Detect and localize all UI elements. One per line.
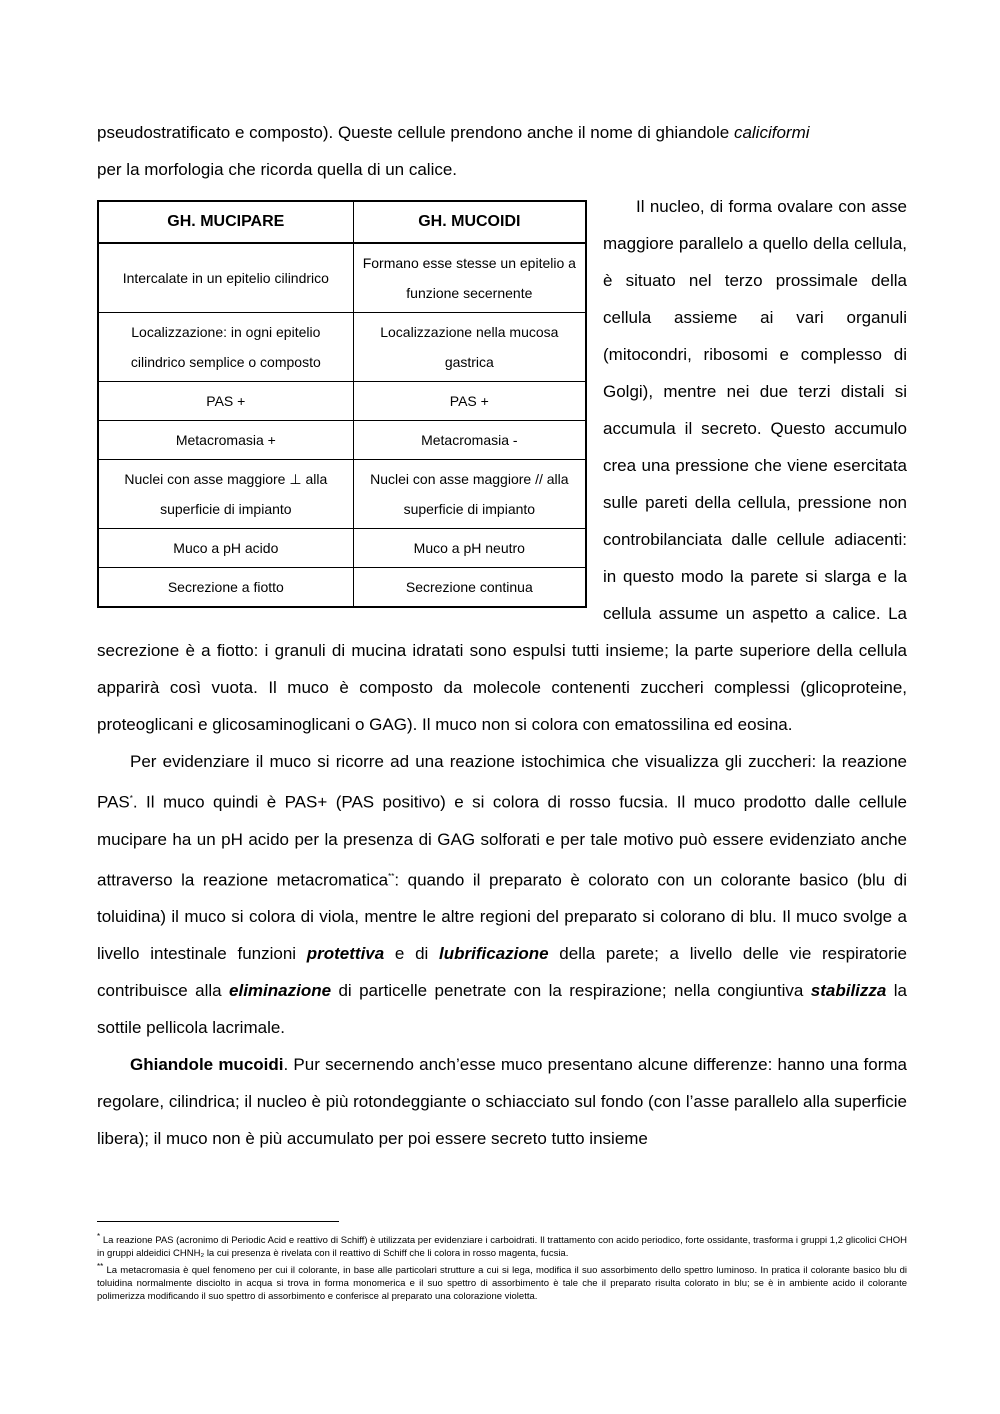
table-cell: Secrezione continua (353, 568, 586, 608)
table-cell: Metacromasia - (353, 421, 586, 460)
table-header: GH. MUCOIDI (353, 201, 586, 243)
table-header-row (98, 201, 586, 243)
table-row (98, 460, 586, 529)
emphasis-eliminazione: eliminazione (229, 981, 332, 1001)
document-page (97, 114, 907, 1157)
comparison-table (97, 200, 587, 608)
table-row (98, 382, 586, 421)
table-row (98, 421, 586, 460)
intro-text-2: per la morfologia che ricorda quella di un calice. (97, 160, 458, 179)
pas-text: Per evidenziare il muco si ricorre ad una reazione istochimica che visualizza gli zuccheri: la reazione PAS (97, 752, 907, 812)
nucleus-paragraph: Il nucleo, di forma ovalare con asse maggiore parallelo a quello della cellula, è situato nel terzo prossimale della cellula assieme ai vari organuli (mitocondri, ribosomi e complesso di Golgi), mentre nei due terzi distali si accumula il secreto. Questo accumulo crea una pressione che viene esercitata sulle pareti della cellula, pressione non controbilanciata dalle cellule adiacenti: in questo modo la parete si slarga e la cellula assume un aspetto a calice. La secrezione è a fiotto: i granuli di mucina idratati sono espulsi tutti insieme; la parte superiore della cellula apparirà così vuota. Il muco è composto da molecole contenenti zuccheri complessi (glicoproteine, proteoglicani e glicosaminoglicani o GAG). Il muco non si colora con ematossilina ed eosina. (97, 197, 907, 734)
footnote-marker: * (97, 1232, 101, 1241)
table-cell: Formano esse stesse un epitelio a funzione secernente (353, 243, 586, 313)
pas-text: di particelle penetrate con la respirazione; nella congiuntiva (331, 981, 811, 1001)
table-cell: Localizzazione: in ogni epitelio cilindrico semplice o composto (98, 313, 353, 382)
pas-text: e di (384, 944, 440, 964)
table-cell: PAS + (98, 382, 353, 421)
footnote-text: La metacromasia è quel fenomeno per cui il colorante, in base alle particolari strutture a cui si lega, modifica il suo assorbimento dello spettro luminoso. In pratica il colorante basico blu di toluidina normalmente disciolto in acqua si trova in forma monomerica e il suo spettro di assorbimento è tale che il preparato risulta colorato in blu; se è in ambiente acido il colorante polimerizza modificando il suo spettro di assorbimento e conferisce al preparato una colorazione violetta. (97, 1265, 908, 1303)
mucoid-text: . Pur secernendo anch’esse muco presentano alcune differenze: hanno una forma regolare, cilindrica; il nucleo è più rotondeggiante o schiacciato sul fondo (con l’asse parallelo alla superficie libera); il muco non è più accumulato per poi essere secreto tutto insieme (97, 1055, 907, 1149)
footnote-2 (97, 1260, 907, 1303)
footnotes (97, 1220, 907, 1303)
table-cell: Intercalate in un epitelio cilindrico (98, 243, 353, 313)
table-row (98, 313, 586, 382)
table-cell: Nuclei con asse maggiore ⊥ alla superficie di impianto (98, 460, 353, 529)
pas-text: . Il muco quindi è PAS+ (PAS positivo) e si colora di rosso fucsia. Il muco prodotto dalle cellule mucipare ha un pH acido per la presenza di GAG solforati e per tale motivo può essere evidenziato anche attraverso la reazione metacromatica (97, 792, 907, 890)
table-and-text (97, 188, 907, 743)
table-cell: Metacromasia + (98, 421, 353, 460)
emphasis-protettiva: protettiva (306, 944, 385, 964)
footnote-marker: * (129, 794, 133, 803)
table-cell: Muco a pH neutro (353, 529, 586, 568)
footnote-1 (97, 1230, 907, 1260)
emphasis-stabilizza: stabilizza (810, 981, 887, 1001)
table-cell: Nuclei con asse maggiore // alla superficie di impianto (353, 460, 586, 529)
table-row (98, 568, 586, 608)
pas-text: la sottile pellicola lacrimale. (97, 981, 908, 1038)
mucoid-heading: Ghiandole mucoidi (130, 1055, 284, 1075)
table-cell: PAS + (353, 382, 586, 421)
table-cell: Muco a pH acido (98, 529, 353, 568)
table-row (98, 529, 586, 568)
mucoid-paragraph (97, 1046, 907, 1157)
table-cell: Secrezione a fiotto (98, 568, 353, 608)
emphasis-lubrificazione: lubrificazione (439, 944, 549, 964)
table-row (98, 243, 586, 313)
footnote-marker: ** (97, 1262, 104, 1272)
pas-text: : quando il preparato è colorato con un colorante basico (blu di toluidina) il muco si colora di viola, mentre le altre regioni del preparato si colorano di blu. Il muco svolge a livello intestinale funzioni (97, 870, 907, 964)
table-cell: Localizzazione nella mucosa gastrica (353, 313, 586, 382)
intro-paragraph (97, 114, 907, 188)
intro-emphasis: caliciformi (733, 123, 810, 142)
footnote-marker: ** (388, 871, 395, 881)
pas-text: della parete; a livello delle vie respiratorie contribuisce alla (97, 944, 907, 1001)
table-header: GH. MUCIPARE (98, 201, 353, 243)
intro-text: pseudostratificato e composto). Queste cellule prendono anche il nome di ghiandole (97, 123, 734, 142)
footnote-text: La reazione PAS (acronimo di Periodic Acid e reattivo di Schiff) è utilizzata per evidenziare i carboidrati. Il trattamento con acido periodico, forte ossidante, trasforma i gruppi 1,2 glicolici CHOH in gruppi aldeidici CHNH₂ la cui presenza è rivelata con il reattivo di Schiff che li colora in rosso magenta, fucsia. (97, 1235, 907, 1260)
pas-paragraph (97, 743, 907, 1046)
